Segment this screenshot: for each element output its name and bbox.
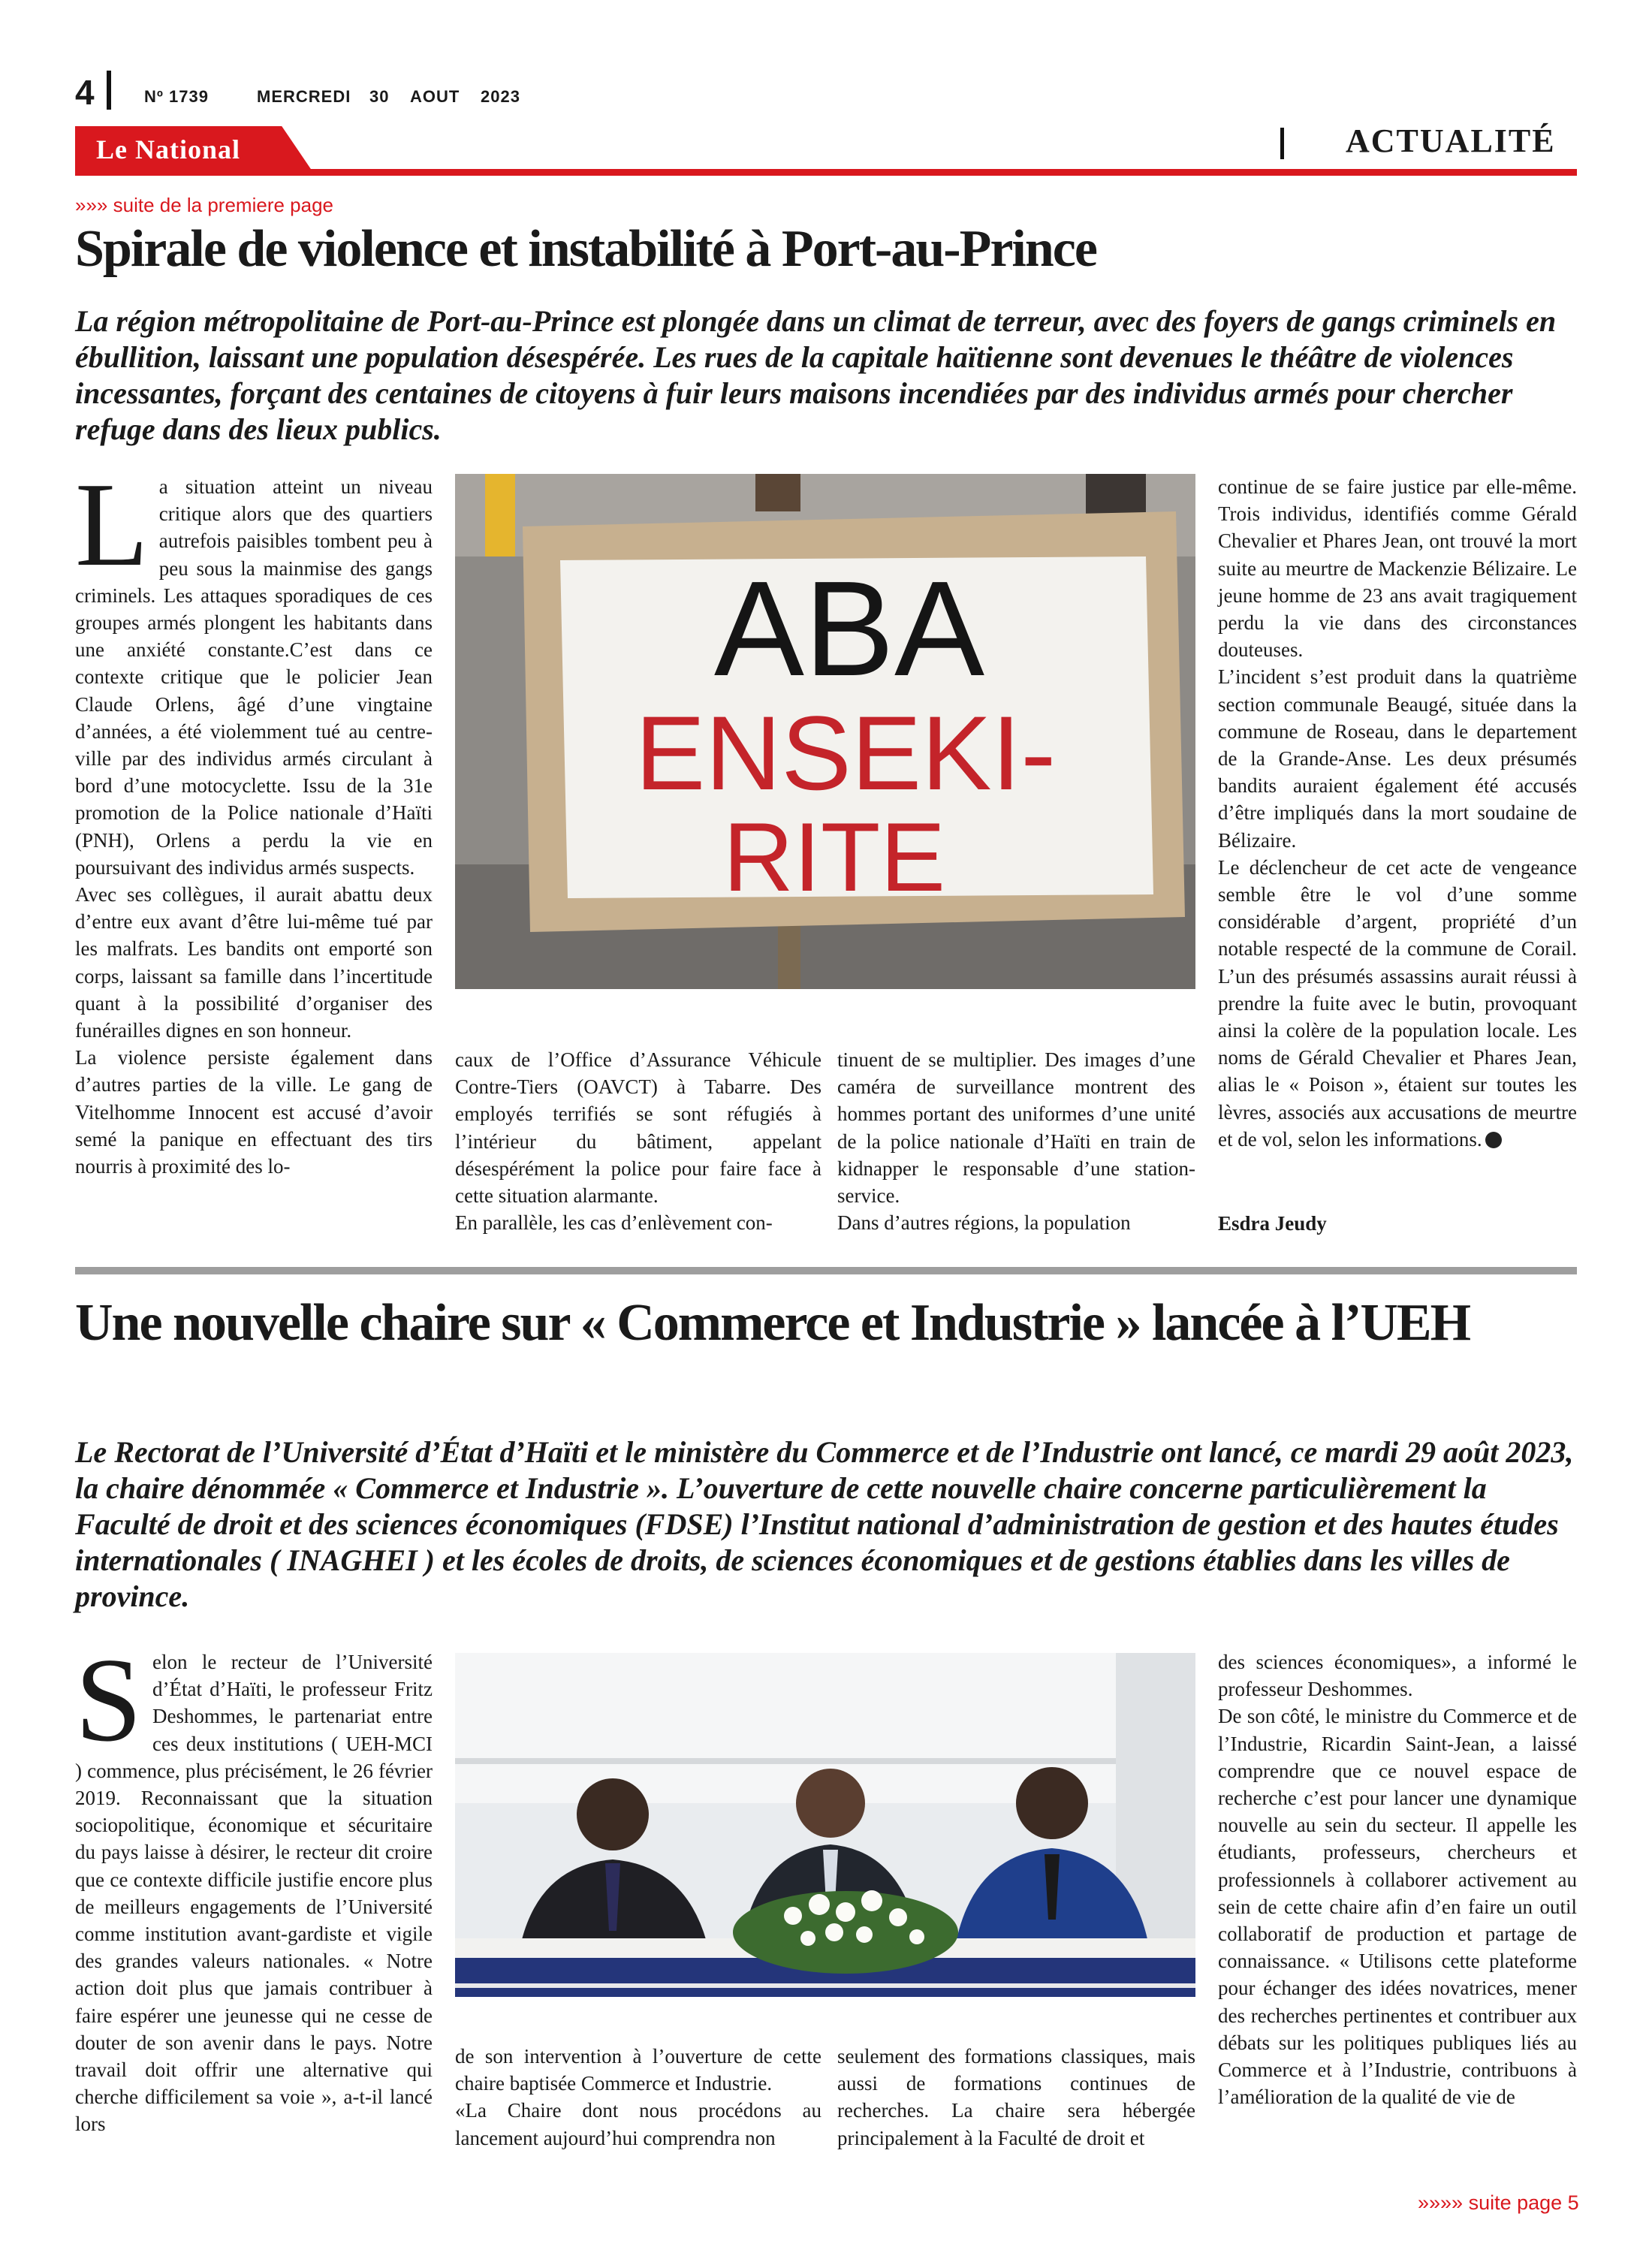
section-divider (1280, 128, 1284, 159)
continued-from-kicker: »»» suite de la premiere page (75, 194, 334, 216)
article2-paragraph: «La Chaire dont nous procédons au lancement aujourd’hui comprendra non (455, 2099, 821, 2149)
sign-text-line3: RITE (722, 802, 946, 912)
continued-on-page-link[interactable]: »»»» suite page 5 (1418, 2191, 1579, 2214)
article-divider (75, 1267, 1577, 1274)
article1-column-3 (837, 1046, 1195, 1236)
sign-text-line1: ABA (713, 553, 985, 704)
issue-month: AOUT (410, 87, 460, 106)
article1-paragraph: tinuent de se multiplier. Des images d’une caméra de surveillance montrent des hommes portant des uniformes d’une unité de la police nationale d’Haïti en train de kidnapper le responsable d’une station-service. (837, 1048, 1195, 1208)
brand-name: Le National (96, 134, 241, 164)
article1-paragraph: Avec ses collègues, il aurait abattu deux d’entre eux avant d’être lui-même tué par les malfrats. Les bandits ont emporté son corps, laissant sa famille dans l’incertitude quant à la possibilité d’organiser des funérailles dignes en son honneur. (75, 883, 433, 1042)
article2-paragraph: des sciences économiques», a informé le professeur Deshommes. (1218, 1651, 1577, 1701)
page-number: 4 (75, 73, 95, 112)
article2-lede: Le Rectorat de l’Université d’État d’Haïti et le ministère du Commerce et de l’Industrie ont lancé, ce mardi 29 août 2023, la chaire dénommée « Commerce et Industrie ». L’ouverture de cette nouvelle chaire concerne particulièrement la Faculté de droit et des sciences économiques (FDSE) l’Institut national d’administration de gestion et des hautes études internationales ( INAGHEI ) et les écoles de droits, de sciences économiques et de gestions établies dans les villes de province. (75, 1435, 1574, 1613)
article2-column-3 (837, 2043, 1195, 2152)
sign-text-line2: ENSEKI- (635, 694, 1057, 812)
article1-byline: Esdra Jeudy (1218, 1212, 1327, 1235)
article1-lede: La région métropolitaine de Port-au-Prince est plongée dans un climat de terreur, avec des foyers de gangs criminels en ébullition, laissant une population désespérée. Les rues de la capitale haïtienne sont devenues le théâtre de violences incessantes, forçant des centaines de citoyens à fuir leurs maisons incendiées par des individus armés pour chercher refuge dans des lieux publics. (75, 304, 1557, 446)
article2-column-2 (455, 2043, 821, 2152)
issue-year: 2023 (481, 87, 520, 106)
chair-launch-photo (455, 1653, 1195, 2051)
article2-column-1 (75, 1633, 433, 2138)
article1-paragraph: caux de l’Office d’Assurance Véhicule Contre-Tiers (OAVCT) à Tabarre. Des employés terrifiés se sont réfugiés à l’intérieur du bâtiment, appelant désespérément la police pour faire face à cette situation alarmante. (455, 1048, 821, 1208)
issue-day: MERCREDI (257, 87, 351, 106)
article1-paragraph: continue de se faire justice par elle-même. Trois individus, identifiés comme Gérald Chevalier et Phares Jean, ont trouvé la mort suite au meurtre de Mackenzie Bélizaire. Le jeune homme de 23 ans avait tragiquement perdu la vie dans des circonstances douteuses. (1218, 475, 1577, 662)
article1-column-4 (1218, 473, 1577, 1153)
protest-sign-illustration (455, 474, 1195, 989)
issue-date-day: 30 (369, 87, 390, 106)
article1-paragraph: a situation atteint un niveau critique alors que des quartiers autrefois paisibles tombent peu à peu sous la mainmise des gangs criminels. Les attaques sporadiques de ces groupes armés plongent les habitants dans une anxiété constante.C’est dans ce contexte critique que le policier Jean Claude Orlens, âgé d’une vingtaine d’années, a été violemment tué au centre-ville par des individus armés circulant à bord d’une motocyclette. Issu de la 31e promotion de la Police nationale d’Haïti (PNH), Orlens a perdu la vie en poursuivant des individus armés suspects. (75, 475, 433, 879)
protest-sign-photo (455, 474, 1195, 989)
article2-column-4 (1218, 1648, 1577, 2110)
article2-dropcap: S (75, 1633, 142, 1766)
page-number-divider (107, 71, 111, 110)
article2-paragraph: elon le recteur de l’Université d’État d’Haïti, le professeur Fritz Deshommes, le partenariat entre ces deux institutions ( UEH-MCI ) commence, plus précisément, le 26 février 2019. Reconnaissant que la situation sociopolitique, économique et sécuritaire du pays laisse à désirer, le recteur dit croire que ce contexte difficile justifie encore plus de meilleurs engagements de l’Université comme institution avant-gardiste et vigile des grandes valeurs nationales. « Notre action doit plus que jamais contribuer à faire espérer une jeunesse qui ne cesse de douter de son avenir dans le pays. Notre travail doit offrir une alternative qui cherche difficilement sa voie », a-t-il lancé lors (75, 1651, 433, 2136)
article1-paragraph: L’incident s’est produit dans la quatrième section communale Beaugé, située dans la commune de Roseau, dans le departement de la Grande-Anse. Les deux présumés bandits auraient également été accusés d’être impliqués dans la mort soudaine de Bélizaire. (1218, 665, 1577, 852)
conference-panel-illustration (455, 1653, 1195, 2051)
article2-title: Une nouvelle chaire sur « Commerce et Industrie » lancée à l’UEH (75, 1294, 1470, 1352)
article1-title: Spirale de violence et instabilité à Port-au-Prince (75, 220, 1096, 278)
article1-paragraph: En parallèle, les cas d’enlèvement con- (455, 1211, 773, 1235)
article2-paragraph: De son côté, le ministre du Commerce et de l’Industrie, Ricardin Saint-Jean, a laissé comprendre que ce nouvel espace de recherche c’est pour lancer une dynamique nouvelle au sein du secteur. Il appelle les étudiants, professeurs, chercheurs et professionnels à collaborer activement au sein de cette chaire afin d’en faire un outil collaboratif de production et partage de connaissance. « Utilisons cette plateforme pour échanger des idées novatrices, mener des recherches pertinentes et contribuer aux débats sur les politiques publiques liés au Commerce et à l’Industrie, contribuons à l’amélioration de la qualité de vie de (1218, 1705, 1577, 2109)
article1-column-1 (75, 457, 433, 1180)
issue-number: Nº 1739 (144, 87, 209, 106)
article1-paragraph: Le déclencheur de cet acte de vengeance semble être le vol d’une somme considérable d’argent, propriété d’un notable respecté de la commune de Corail. L’un des présumés assassins aurait réussi à prendre la fuite avec le butin, provoquant ainsi la colère de la population locale. Les noms de Gérald Chevalier et Phares Jean, alias le « Poison », étaient sur toutes les lèvres, associés aux accusations de meurtre et de vol, selon les informations. (1218, 855, 1577, 1151)
article1-column-2 (455, 1046, 821, 1236)
end-of-article-icon (1485, 1132, 1502, 1148)
article1-dropcap: L (75, 457, 149, 591)
article1-paragraph: Dans d’autres régions, la population (837, 1211, 1131, 1235)
article1-paragraph: La violence persiste également dans d’autres parties de la ville. Le gang de Vitelhomme Innocent est accusé d’avoir semé la panique en effectuant des tirs nourris à proximité des lo- (75, 1046, 433, 1178)
section-name: ACTUALITÉ (1346, 122, 1556, 159)
article2-paragraph: de son intervention à l’ouverture de cette chaire baptisée Commerce et Industrie. (455, 2045, 821, 2095)
article2-paragraph: seulement des formations classiques, mais aussi de formations continues de recherches. La chaire sera hébergée principalement à la Faculté de droit et (837, 2045, 1195, 2149)
